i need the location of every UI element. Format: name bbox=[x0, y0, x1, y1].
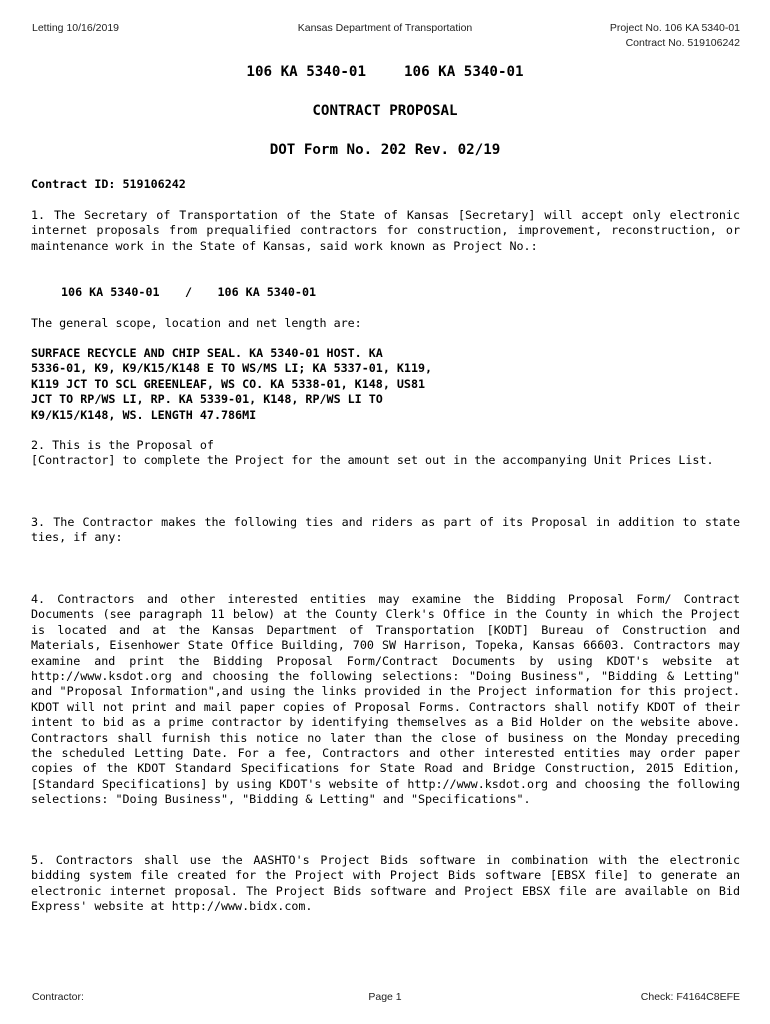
letting-date: Letting 10/16/2019 bbox=[32, 22, 119, 34]
proposal-title: CONTRACT PROPOSAL bbox=[312, 103, 458, 119]
project-title-a: 106 KA 5340-01 bbox=[246, 64, 366, 80]
project-title-b: 106 KA 5340-01 bbox=[404, 64, 524, 80]
page-number: Page 1 bbox=[368, 991, 402, 1003]
paragraph-2-first-line: 2. This is the Proposal of bbox=[31, 438, 214, 452]
scope-line: 5336-01, K9, K9/K15/K148 E TO WS/MS LI; KA 5337-01, K119, bbox=[31, 361, 433, 376]
form-title: DOT Form No. 202 Rev. 02/19 bbox=[269, 142, 501, 158]
paragraph-2-body: [Contractor] to complete the Project for the amount set out in the accompanying Unit Prices List. bbox=[31, 453, 714, 468]
scope-description bbox=[31, 346, 740, 423]
project-line bbox=[31, 285, 770, 300]
agency-name: Kansas Department of Transportation bbox=[297, 22, 473, 34]
paragraph-2 bbox=[31, 438, 740, 469]
contract-id: Contract ID: 519106242 bbox=[31, 177, 186, 191]
contractor-label: Contractor: bbox=[32, 991, 84, 1003]
paragraph-3: 3. The Contractor makes the following ties and riders as part of its Proposal in addition to state ties, if any: bbox=[31, 515, 740, 545]
scope-line: SURFACE RECYCLE AND CHIP SEAL. KA 5340-01 HOST. KA bbox=[31, 346, 383, 360]
scope-intro: The general scope, location and net length are: bbox=[31, 316, 362, 330]
contract-number: Contract No. 519106242 bbox=[625, 37, 740, 49]
paragraph-5: 5. Contractors shall use the AASHTO's Project Bids software in combination with the electronic bidding system file created for the Project with Project Bids software [EBSX file] to generate an electronic internet proposal. The Project Bids software and Project EBSX file are available on Bid Express' website at http://www.bidx.com. bbox=[31, 853, 740, 914]
scope-line: JCT TO RP/WS LI, RP. KA 5339-01, K148, RP/WS LI TO bbox=[31, 392, 383, 407]
scope-line: K9/K15/K148, WS. LENGTH 47.786MI bbox=[31, 407, 257, 422]
paragraph-1: 1. The Secretary of Transportation of the State of Kansas [Secretary] will accept only electronic internet proposals from prequalified contractors for construction, improvement, reconstruction, or maintenance work in the State of Kansas, said work known as Project No.: bbox=[31, 208, 740, 253]
header-right bbox=[610, 21, 740, 51]
project-number: Project No. 106 KA 5340-01 bbox=[609, 22, 740, 34]
project-line-separator: / bbox=[184, 285, 193, 299]
project-line-a: 106 KA 5340-01 bbox=[61, 285, 160, 299]
project-title bbox=[0, 63, 770, 81]
check-code: Check: F4164C8EFE bbox=[640, 991, 740, 1003]
paragraph-4: 4. Contractors and other interested entities may examine the Bidding Proposal Form/ Contract Documents (see paragraph 11 below) at the County Clerk's Office in the County in which the Project is located and at the Kansas Department of Transportation [KODT] Bureau of Construction and Materials, Eisenhower State Office Building, 700 SW Harrison, Topeka, Kansas 66603. Contractors may examine and print the Bidding Proposal Form/Contract Documents by using KDOT's website at http://www.ksdot.org and choosing the following selections: "Doing Business", "Bidding & Letting" and "Proposal Information",and using the links provided in the Project information for this project. KDOT will not print and mail paper copies of Proposal Forms. Contractors shall notify KDOT of their intent to bid as a prime contractor by identifying themselves as a Bid Holder on the website above. Contractors shall furnish this notice no later than the close of business on the Monday preceding the scheduled Letting Date. For a fee, Contractors and other interested entities may order paper copies of the KDOT Standard Specifications for State Road and Bridge Construction, 2015 Edition, [Standard Specifications] by using KDOT's website of http://www.ksdot.org and choosing the following selections: "Doing Business", "Bidding & Letting" and "Specifications". bbox=[31, 592, 740, 807]
project-line-b: 106 KA 5340-01 bbox=[217, 285, 317, 299]
scope-line: K119 JCT TO SCL GREENLEAF, WS CO. KA 5338-01, K148, US81 bbox=[31, 376, 426, 391]
